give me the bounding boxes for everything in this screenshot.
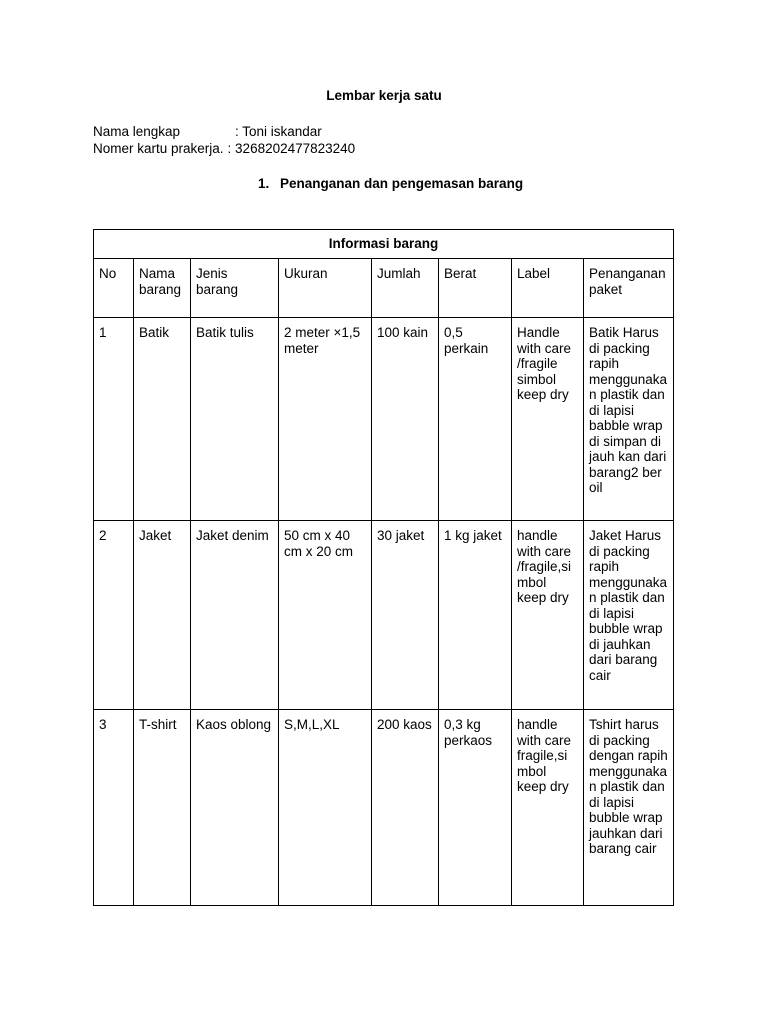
section-number: 1. xyxy=(258,176,270,191)
personal-info xyxy=(93,123,355,157)
goods-table xyxy=(93,229,674,906)
table-cell: S,M,L,XL xyxy=(279,710,372,906)
table-caption-row xyxy=(94,230,674,259)
section-heading xyxy=(258,176,523,192)
table-cell: 0,3 kg perkaos xyxy=(439,710,512,906)
header-cell: No xyxy=(94,259,134,318)
header-cell: Penanganan paket xyxy=(584,259,674,318)
table-cell: 0,5 perkain xyxy=(439,318,512,521)
table-cell: 2 meter ×1,5 meter xyxy=(279,318,372,521)
table-cell: 30 jaket xyxy=(372,521,439,710)
card-number-label: Nomer kartu prakerja. xyxy=(93,141,224,156)
table-cell: 1 xyxy=(94,318,134,521)
table-row xyxy=(94,710,674,906)
header-cell: Jumlah xyxy=(372,259,439,318)
table-cell: 3 xyxy=(94,710,134,906)
table-caption: Informasi barang xyxy=(94,230,674,259)
card-number-value: : 3268202477823240 xyxy=(227,141,356,156)
table-cell: 200 kaos xyxy=(372,710,439,906)
table-cell: Handle with care /fragile simbol keep dry xyxy=(512,318,584,521)
table-cell: Batik Harus di packing rapih menggunakan plastik dan di lapisi babble wrap di simpan di jauh kan dari barang2 ber oil xyxy=(584,318,674,521)
table-cell: Kaos oblong xyxy=(191,710,279,906)
table-cell: Jaket xyxy=(134,521,191,710)
header-cell: Berat xyxy=(439,259,512,318)
name-value: : Toni iskandar xyxy=(235,124,322,139)
header-cell: Ukuran xyxy=(279,259,372,318)
info-row-name xyxy=(93,123,355,140)
name-label: Nama lengkap xyxy=(93,124,181,139)
table-cell: Jaket Harus di packing rapih menggunakan plastik dan di lapisi bubble wrap di jauhkan dari barang cair xyxy=(584,521,674,710)
document-title: Lembar kerja satu xyxy=(326,88,442,103)
header-cell: Jenis barang xyxy=(191,259,279,318)
table-cell: 100 kain xyxy=(372,318,439,521)
table-cell: handle with care fragile,simbol keep dry xyxy=(512,710,584,906)
section-title: Penanganan dan pengemasan barang xyxy=(280,176,524,191)
table-cell: Tshirt harus di packing dengan rapih menggunakan plastik dan di lapisi bubble wrap jauhkan dari barang cair xyxy=(584,710,674,906)
table-row xyxy=(94,521,674,710)
table-cell: Batik tulis xyxy=(191,318,279,521)
table-cell: T-shirt xyxy=(134,710,191,906)
header-cell: Label xyxy=(512,259,584,318)
table-cell: handle with care /fragile,simbol keep dry xyxy=(512,521,584,710)
info-row-card xyxy=(93,140,355,157)
table-header-row xyxy=(94,259,674,318)
table-cell: 50 cm x 40 cm x 20 cm xyxy=(279,521,372,710)
table-cell: Batik xyxy=(134,318,191,521)
table-row xyxy=(94,318,674,521)
table-cell: 2 xyxy=(94,521,134,710)
table-cell: Jaket denim xyxy=(191,521,279,710)
table-cell: 1 kg jaket xyxy=(439,521,512,710)
header-cell: Nama barang xyxy=(134,259,191,318)
